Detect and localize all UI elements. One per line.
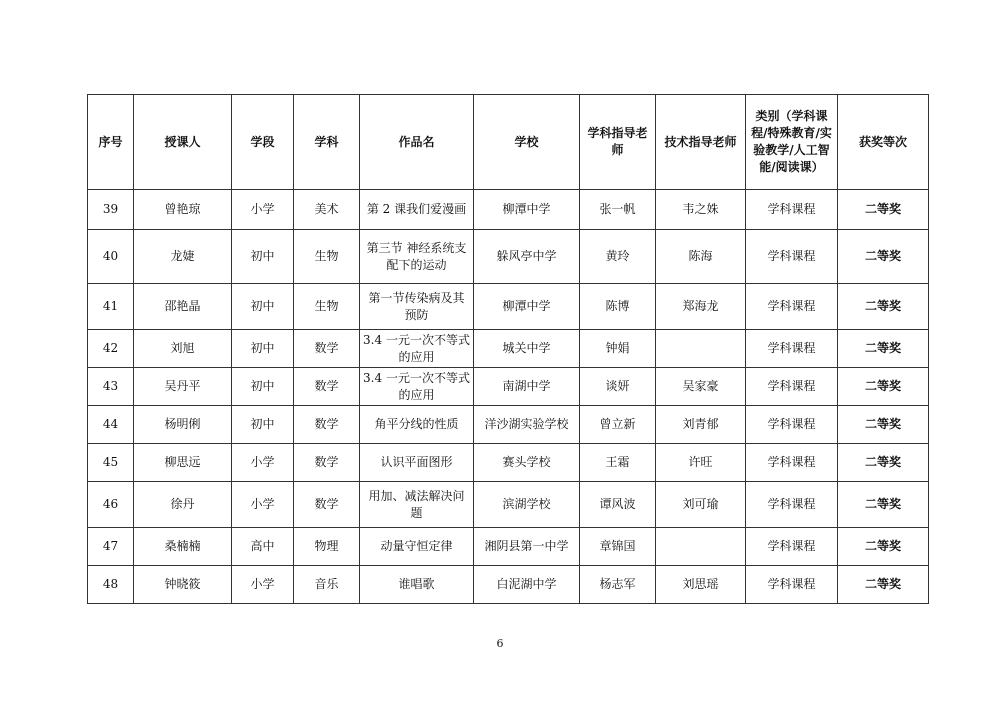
cell-teacher: 曾艳琼 xyxy=(134,190,232,230)
cell-category: 学科课程 xyxy=(746,368,838,406)
table-row xyxy=(88,330,929,368)
cell-category: 学科课程 xyxy=(746,528,838,566)
cell-tech-advisor: 郑海龙 xyxy=(656,284,746,330)
cell-work: 第三节 神经系统支配下的运动 xyxy=(360,230,474,284)
cell-work: 角平分线的性质 xyxy=(360,406,474,444)
cell-stage: 高中 xyxy=(232,528,294,566)
cell-award: 二等奖 xyxy=(838,406,929,444)
cell-tech-advisor: 陈海 xyxy=(656,230,746,284)
col-header-teacher: 授课人 xyxy=(134,95,232,190)
cell-index: 41 xyxy=(88,284,134,330)
cell-award: 二等奖 xyxy=(838,482,929,528)
cell-teacher: 徐丹 xyxy=(134,482,232,528)
cell-tech-advisor: 许旺 xyxy=(656,444,746,482)
cell-work: 谁唱歌 xyxy=(360,566,474,604)
cell-tech-advisor: 韦之姝 xyxy=(656,190,746,230)
cell-index: 42 xyxy=(88,330,134,368)
cell-subject-advisor: 谈妍 xyxy=(580,368,656,406)
cell-stage: 小学 xyxy=(232,566,294,604)
cell-stage: 小学 xyxy=(232,190,294,230)
cell-school: 城关中学 xyxy=(474,330,580,368)
cell-school: 白泥湖中学 xyxy=(474,566,580,604)
cell-category: 学科课程 xyxy=(746,406,838,444)
cell-category: 学科课程 xyxy=(746,190,838,230)
cell-subject-advisor: 章锦国 xyxy=(580,528,656,566)
cell-stage: 小学 xyxy=(232,482,294,528)
cell-award: 二等奖 xyxy=(838,190,929,230)
cell-stage: 初中 xyxy=(232,330,294,368)
cell-stage: 初中 xyxy=(232,230,294,284)
cell-category: 学科课程 xyxy=(746,230,838,284)
cell-tech-advisor: 吴家豪 xyxy=(656,368,746,406)
cell-school: 柳潭中学 xyxy=(474,190,580,230)
cell-award: 二等奖 xyxy=(838,330,929,368)
cell-tech-advisor: 刘可瑜 xyxy=(656,482,746,528)
cell-stage: 初中 xyxy=(232,406,294,444)
award-table xyxy=(87,94,929,604)
cell-work: 认识平面图形 xyxy=(360,444,474,482)
table-row xyxy=(88,566,929,604)
cell-subject: 生物 xyxy=(294,230,360,284)
cell-subject-advisor: 陈博 xyxy=(580,284,656,330)
cell-teacher: 吴丹平 xyxy=(134,368,232,406)
cell-teacher: 龙婕 xyxy=(134,230,232,284)
col-header-work: 作品名 xyxy=(360,95,474,190)
cell-subject: 音乐 xyxy=(294,566,360,604)
cell-subject: 美术 xyxy=(294,190,360,230)
cell-tech-advisor: 刘青郁 xyxy=(656,406,746,444)
cell-tech-advisor xyxy=(656,528,746,566)
cell-school: 柳潭中学 xyxy=(474,284,580,330)
cell-subject-advisor: 曾立新 xyxy=(580,406,656,444)
cell-work: 用加、减法解决问题 xyxy=(360,482,474,528)
cell-subject: 数学 xyxy=(294,406,360,444)
cell-award: 二等奖 xyxy=(838,528,929,566)
table-body xyxy=(88,190,929,604)
cell-school: 赛头学校 xyxy=(474,444,580,482)
cell-category: 学科课程 xyxy=(746,444,838,482)
col-header-school: 学校 xyxy=(474,95,580,190)
col-header-category: 类别（学科课程/特殊教育/实验教学/人工智能/阅读课） xyxy=(746,95,838,190)
cell-award: 二等奖 xyxy=(838,368,929,406)
cell-index: 45 xyxy=(88,444,134,482)
cell-subject: 物理 xyxy=(294,528,360,566)
cell-school: 湘阴县第一中学 xyxy=(474,528,580,566)
cell-school: 滨湖学校 xyxy=(474,482,580,528)
cell-category: 学科课程 xyxy=(746,566,838,604)
cell-subject: 数学 xyxy=(294,330,360,368)
col-header-subject-advisor: 学科指导老师 xyxy=(580,95,656,190)
cell-index: 44 xyxy=(88,406,134,444)
cell-award: 二等奖 xyxy=(838,230,929,284)
cell-stage: 小学 xyxy=(232,444,294,482)
cell-index: 48 xyxy=(88,566,134,604)
cell-work: 3.4 一元一次不等式的应用 xyxy=(360,330,474,368)
table-row xyxy=(88,444,929,482)
table-row xyxy=(88,482,929,528)
cell-stage: 初中 xyxy=(232,368,294,406)
cell-work: 第 2 课我们爱漫画 xyxy=(360,190,474,230)
table-header-row xyxy=(88,95,929,190)
cell-subject-advisor: 谭风波 xyxy=(580,482,656,528)
cell-subject: 数学 xyxy=(294,368,360,406)
col-header-award: 获奖等次 xyxy=(838,95,929,190)
cell-subject-advisor: 钟娟 xyxy=(580,330,656,368)
cell-teacher: 杨明俐 xyxy=(134,406,232,444)
cell-subject-advisor: 王霜 xyxy=(580,444,656,482)
cell-tech-advisor: 刘思瑶 xyxy=(656,566,746,604)
col-header-tech-advisor: 技术指导老师 xyxy=(656,95,746,190)
cell-stage: 初中 xyxy=(232,284,294,330)
cell-teacher: 邵艳晶 xyxy=(134,284,232,330)
col-header-index: 序号 xyxy=(88,95,134,190)
col-header-stage: 学段 xyxy=(232,95,294,190)
table-row xyxy=(88,284,929,330)
cell-category: 学科课程 xyxy=(746,330,838,368)
cell-award: 二等奖 xyxy=(838,444,929,482)
cell-award: 二等奖 xyxy=(838,566,929,604)
page-number: 6 xyxy=(496,637,504,650)
table-row xyxy=(88,230,929,284)
cell-school: 躲风亭中学 xyxy=(474,230,580,284)
cell-index: 43 xyxy=(88,368,134,406)
cell-category: 学科课程 xyxy=(746,284,838,330)
cell-school: 南湖中学 xyxy=(474,368,580,406)
cell-work: 第一节传染病及其预防 xyxy=(360,284,474,330)
table-row xyxy=(88,190,929,230)
cell-teacher: 柳思远 xyxy=(134,444,232,482)
cell-teacher: 钟晓筱 xyxy=(134,566,232,604)
col-header-subject: 学科 xyxy=(294,95,360,190)
cell-subject-advisor: 杨志军 xyxy=(580,566,656,604)
table-row xyxy=(88,406,929,444)
cell-teacher: 桑楠楠 xyxy=(134,528,232,566)
cell-subject: 数学 xyxy=(294,444,360,482)
cell-index: 39 xyxy=(88,190,134,230)
cell-award: 二等奖 xyxy=(838,284,929,330)
cell-index: 40 xyxy=(88,230,134,284)
cell-subject-advisor: 张一帆 xyxy=(580,190,656,230)
table-row xyxy=(88,368,929,406)
cell-work: 3.4 一元一次不等式的应用 xyxy=(360,368,474,406)
cell-category: 学科课程 xyxy=(746,482,838,528)
cell-subject: 数学 xyxy=(294,482,360,528)
cell-subject-advisor: 黄玲 xyxy=(580,230,656,284)
cell-teacher: 刘旭 xyxy=(134,330,232,368)
cell-tech-advisor xyxy=(656,330,746,368)
cell-index: 47 xyxy=(88,528,134,566)
cell-school: 洋沙湖实验学校 xyxy=(474,406,580,444)
cell-work: 动量守恒定律 xyxy=(360,528,474,566)
cell-index: 46 xyxy=(88,482,134,528)
table-row xyxy=(88,528,929,566)
cell-subject: 生物 xyxy=(294,284,360,330)
